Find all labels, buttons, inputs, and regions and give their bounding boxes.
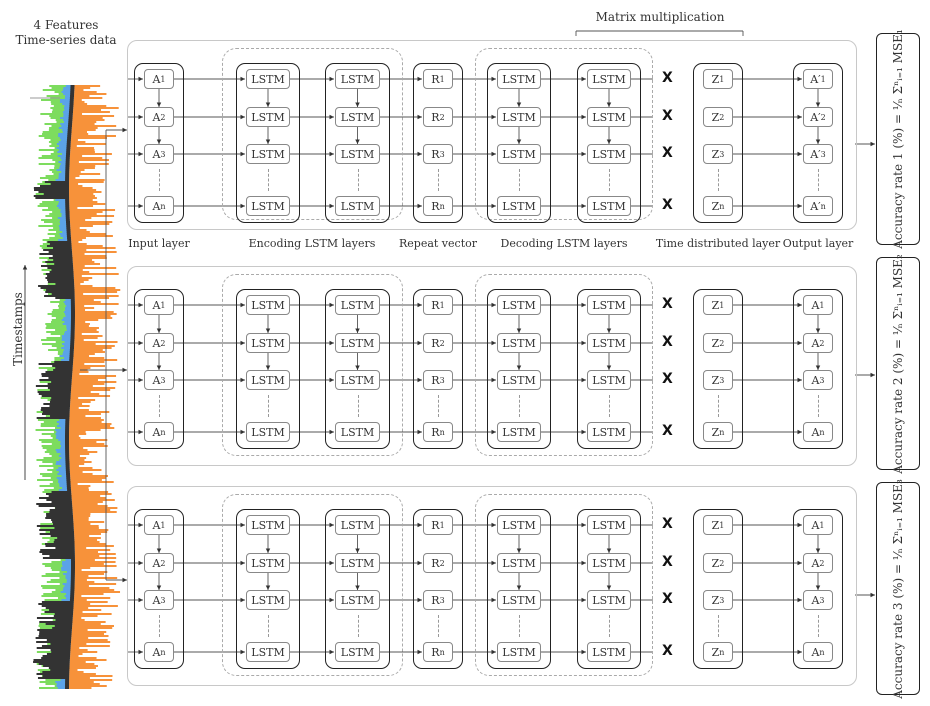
node-subscript: n <box>819 647 825 657</box>
node-label: Z <box>711 72 720 86</box>
multiply-x-icon: X <box>662 145 673 161</box>
node-label: R <box>431 298 440 312</box>
node-subscript: 3 <box>819 595 825 605</box>
node-subscript: 3 <box>439 375 445 385</box>
accuracy-formula: Accuracy rate 1 (%) = ¹⁄ₙ Σⁿᵢ₌₁ MSE₁ <box>891 29 905 249</box>
node-label: LSTM <box>502 199 536 213</box>
node-label: R <box>431 593 440 607</box>
node-label: R <box>431 147 440 161</box>
node-label: A′ <box>810 72 821 86</box>
node-label: LSTM <box>340 147 375 161</box>
decoder-lstm-2 <box>587 196 631 216</box>
timestamps-label: Timestamps <box>11 292 25 366</box>
node-subscript: 3 <box>719 375 725 385</box>
node-subscript: n <box>719 647 725 657</box>
node-label: A <box>152 199 161 213</box>
input-node <box>144 295 174 315</box>
accuracy-box-2 <box>876 253 920 474</box>
decoder-lstm-2 <box>587 553 631 573</box>
node-label: LSTM <box>502 593 536 607</box>
node-subscript: 1 <box>819 520 825 530</box>
node-label: LSTM <box>592 336 626 350</box>
repeat-node <box>423 553 453 573</box>
node-label: R <box>431 373 440 387</box>
node-label: A <box>152 298 161 312</box>
node-label: Z <box>711 199 720 213</box>
node-subscript: 2 <box>160 338 166 348</box>
node-subscript: 3 <box>160 149 166 159</box>
layer-label: Time distributed layer <box>655 237 781 250</box>
node-label: Z <box>711 593 720 607</box>
repeat-node <box>423 422 453 442</box>
encoder-lstm-1 <box>246 370 290 390</box>
node-label: A <box>811 425 820 439</box>
node-label: R <box>431 336 440 350</box>
node-label: LSTM <box>592 425 626 439</box>
node-label: LSTM <box>340 72 375 86</box>
encoder-lstm-1 <box>246 107 290 127</box>
node-label: Z <box>711 518 720 532</box>
time-distributed-node <box>703 370 733 390</box>
output-node <box>803 333 833 353</box>
repeat-node <box>423 144 453 164</box>
input-node <box>144 642 174 662</box>
node-subscript: 1 <box>439 74 445 84</box>
encoder-lstm-1 <box>246 144 290 164</box>
layer-label: Encoding LSTM layers <box>248 237 376 250</box>
decoder-lstm-1 <box>497 515 541 535</box>
output-node <box>803 144 833 164</box>
multiply-x-icon: X <box>662 197 673 213</box>
decoder-lstm-1 <box>497 642 541 662</box>
node-subscript: 2 <box>439 338 445 348</box>
node-label: A <box>811 593 820 607</box>
node-subscript: 3 <box>439 595 445 605</box>
repeat-node <box>423 370 453 390</box>
time-distributed-node <box>703 422 733 442</box>
node-subscript: n <box>160 427 166 437</box>
output-node <box>803 515 833 535</box>
node-subscript: 3 <box>439 149 445 159</box>
node-subscript: 2 <box>719 338 725 348</box>
input-node <box>144 422 174 442</box>
multiply-x-icon: X <box>662 70 673 86</box>
node-label: LSTM <box>592 147 626 161</box>
node-label: LSTM <box>251 298 285 312</box>
node-label: LSTM <box>502 425 536 439</box>
repeat-node <box>423 333 453 353</box>
node-label: LSTM <box>502 72 536 86</box>
node-subscript: 1 <box>719 74 725 84</box>
node-label: LSTM <box>502 298 536 312</box>
decoder-lstm-1 <box>497 553 541 573</box>
node-subscript: 3 <box>820 149 826 159</box>
node-label: R <box>431 72 440 86</box>
node-label: LSTM <box>251 147 285 161</box>
output-node <box>803 642 833 662</box>
ellipsis-dots <box>609 615 610 637</box>
node-label: LSTM <box>502 518 536 532</box>
ellipsis-dots <box>358 169 359 191</box>
repeat-node <box>423 515 453 535</box>
node-label: A <box>811 336 820 350</box>
node-label: Z <box>711 298 720 312</box>
encoder-lstm-1 <box>246 422 290 442</box>
node-subscript: 1 <box>819 300 825 310</box>
accuracy-formula: Accuracy rate 3 (%) = ¹⁄ₙ Σⁿᵢ₌₁ MSE₃ <box>891 478 905 699</box>
decoder-lstm-2 <box>587 642 631 662</box>
multiply-x-icon: X <box>662 591 673 607</box>
ellipsis-dots <box>358 615 359 637</box>
encoder-lstm-2 <box>335 642 380 662</box>
encoder-lstm-2 <box>335 553 380 573</box>
node-subscript: 2 <box>819 558 825 568</box>
encoder-lstm-1 <box>246 295 290 315</box>
node-label: A <box>152 593 161 607</box>
multiply-x-icon: X <box>662 423 673 439</box>
decoder-lstm-2 <box>587 107 631 127</box>
node-label: LSTM <box>592 556 626 570</box>
output-node <box>803 107 833 127</box>
node-label: R <box>431 645 440 659</box>
node-label: LSTM <box>340 336 375 350</box>
repeat-node <box>423 642 453 662</box>
ellipsis-dots <box>519 615 520 637</box>
encoder-lstm-1 <box>246 196 290 216</box>
output-node <box>803 370 833 390</box>
node-subscript: n <box>439 647 445 657</box>
node-label: A <box>811 556 820 570</box>
output-node <box>803 590 833 610</box>
time-distributed-node <box>703 553 733 573</box>
ellipsis-dots <box>438 615 439 637</box>
node-label: LSTM <box>340 110 375 124</box>
multiply-x-icon: X <box>662 371 673 387</box>
node-subscript: n <box>439 427 445 437</box>
node-label: Z <box>711 147 720 161</box>
node-label: R <box>431 556 440 570</box>
decoder-lstm-2 <box>587 422 631 442</box>
node-label: A <box>152 147 161 161</box>
decoder-lstm-1 <box>497 422 541 442</box>
node-label: LSTM <box>592 110 626 124</box>
node-subscript: 2 <box>819 338 825 348</box>
node-subscript: 2 <box>160 112 166 122</box>
node-label: Z <box>711 110 720 124</box>
decoder-lstm-1 <box>497 333 541 353</box>
node-label: LSTM <box>340 593 375 607</box>
layer-label: Decoding LSTM layers <box>500 237 628 250</box>
ellipsis-dots <box>268 169 269 191</box>
node-label: LSTM <box>502 336 536 350</box>
node-label: R <box>431 199 440 213</box>
decoder-lstm-1 <box>497 196 541 216</box>
node-label: A′ <box>810 110 821 124</box>
decoder-lstm-2 <box>587 370 631 390</box>
decoder-lstm-1 <box>497 295 541 315</box>
ellipsis-dots <box>609 395 610 417</box>
node-subscript: 1 <box>160 300 166 310</box>
node-label: LSTM <box>251 518 285 532</box>
ellipsis-dots <box>358 395 359 417</box>
node-subscript: 3 <box>160 595 166 605</box>
node-label: LSTM <box>592 298 626 312</box>
node-label: LSTM <box>592 373 626 387</box>
node-label: LSTM <box>340 556 375 570</box>
input-node <box>144 370 174 390</box>
time-distributed-node <box>703 196 733 216</box>
node-label: LSTM <box>251 72 285 86</box>
features-title-line1: 4 Features <box>33 18 99 32</box>
node-label: LSTM <box>592 518 626 532</box>
input-node <box>144 333 174 353</box>
features-title <box>6 18 126 48</box>
multiply-x-icon: X <box>662 108 673 124</box>
ellipsis-dots <box>718 395 719 417</box>
multiply-x-icon: X <box>662 296 673 312</box>
ellipsis-dots <box>818 615 819 637</box>
node-label: LSTM <box>251 199 285 213</box>
features-title-line2: Time-series data <box>15 33 117 47</box>
node-label: LSTM <box>251 336 285 350</box>
encoder-lstm-2 <box>335 422 380 442</box>
encoder-lstm-2 <box>335 515 380 535</box>
ellipsis-dots <box>519 169 520 191</box>
node-label: LSTM <box>502 556 536 570</box>
encoder-lstm-2 <box>335 107 380 127</box>
time-distributed-node <box>703 515 733 535</box>
repeat-node <box>423 107 453 127</box>
time-distributed-node <box>703 590 733 610</box>
node-subscript: 3 <box>719 595 725 605</box>
time-distributed-node <box>703 295 733 315</box>
decoder-lstm-2 <box>587 295 631 315</box>
node-subscript: 1 <box>160 74 166 84</box>
encoder-lstm-1 <box>246 515 290 535</box>
node-label: LSTM <box>340 373 375 387</box>
multiply-x-icon: X <box>662 516 673 532</box>
node-label: LSTM <box>502 373 536 387</box>
node-label: R <box>431 425 440 439</box>
node-label: A <box>811 518 820 532</box>
encoder-lstm-2 <box>335 196 380 216</box>
ellipsis-dots <box>818 169 819 191</box>
node-subscript: n <box>160 647 166 657</box>
node-subscript: 1 <box>820 74 826 84</box>
decoder-lstm-1 <box>497 69 541 89</box>
repeat-node <box>423 196 453 216</box>
repeat-node <box>423 69 453 89</box>
accuracy-box-3 <box>876 478 920 699</box>
ellipsis-dots <box>718 615 719 637</box>
decoder-lstm-2 <box>587 590 631 610</box>
node-label: A <box>152 373 161 387</box>
ellipsis-dots <box>519 395 520 417</box>
ellipsis-dots <box>438 395 439 417</box>
node-label: LSTM <box>592 199 626 213</box>
input-node <box>144 515 174 535</box>
encoder-lstm-1 <box>246 553 290 573</box>
ellipsis-dots <box>609 169 610 191</box>
node-label: Z <box>711 645 720 659</box>
node-label: A <box>152 72 161 86</box>
decoder-lstm-1 <box>497 144 541 164</box>
node-label: LSTM <box>251 645 285 659</box>
node-subscript: 3 <box>819 375 825 385</box>
repeat-node <box>423 295 453 315</box>
encoder-lstm-1 <box>246 590 290 610</box>
node-label: LSTM <box>502 147 536 161</box>
node-label: LSTM <box>340 199 375 213</box>
output-node <box>803 422 833 442</box>
node-label: A <box>152 645 161 659</box>
encoder-lstm-2 <box>335 333 380 353</box>
decoder-lstm-1 <box>497 590 541 610</box>
ellipsis-dots <box>159 169 160 191</box>
encoder-lstm-1 <box>246 69 290 89</box>
time-distributed-node <box>703 144 733 164</box>
node-subscript: n <box>719 201 725 211</box>
node-label: R <box>431 518 440 532</box>
encoder-lstm-2 <box>335 295 380 315</box>
accuracy-formula: Accuracy rate 2 (%) = ¹⁄ₙ Σⁿᵢ₌₁ MSE₂ <box>891 253 905 474</box>
node-label: A <box>152 518 161 532</box>
node-label: A <box>811 373 820 387</box>
node-subscript: 3 <box>719 149 725 159</box>
layer-label: Input layer <box>128 237 190 250</box>
input-node <box>144 196 174 216</box>
input-node <box>144 69 174 89</box>
ellipsis-dots <box>159 615 160 637</box>
time-distributed-node <box>703 642 733 662</box>
node-subscript: 1 <box>439 520 445 530</box>
node-label: LSTM <box>340 645 375 659</box>
node-label: LSTM <box>592 645 626 659</box>
output-node <box>803 196 833 216</box>
node-label: A′ <box>810 147 821 161</box>
node-label: LSTM <box>251 110 285 124</box>
node-label: LSTM <box>592 72 626 86</box>
node-label: LSTM <box>340 518 375 532</box>
node-label: A <box>152 425 161 439</box>
decoder-lstm-1 <box>497 107 541 127</box>
encoder-lstm-1 <box>246 333 290 353</box>
output-node <box>803 553 833 573</box>
node-subscript: n <box>719 427 725 437</box>
node-subscript: 2 <box>439 558 445 568</box>
input-node <box>144 590 174 610</box>
multiply-x-icon: X <box>662 554 673 570</box>
node-label: Z <box>711 336 720 350</box>
decoder-lstm-2 <box>587 69 631 89</box>
ellipsis-dots <box>268 615 269 637</box>
ellipsis-dots <box>818 395 819 417</box>
node-subscript: 1 <box>719 300 725 310</box>
input-node <box>144 144 174 164</box>
node-subscript: 2 <box>719 558 725 568</box>
ellipsis-dots <box>268 395 269 417</box>
node-label: Z <box>711 373 720 387</box>
node-label: LSTM <box>340 298 375 312</box>
accuracy-box-1 <box>876 29 920 249</box>
output-node <box>803 69 833 89</box>
encoder-lstm-2 <box>335 370 380 390</box>
output-node <box>803 295 833 315</box>
encoder-lstm-2 <box>335 590 380 610</box>
node-label: LSTM <box>251 593 285 607</box>
node-subscript: 1 <box>439 300 445 310</box>
node-label: A <box>811 298 820 312</box>
node-subscript: n <box>160 201 166 211</box>
node-subscript: 1 <box>160 520 166 530</box>
node-subscript: n <box>819 427 825 437</box>
decoder-lstm-2 <box>587 515 631 535</box>
encoder-lstm-2 <box>335 144 380 164</box>
node-label: LSTM <box>251 425 285 439</box>
node-label: R <box>431 110 440 124</box>
node-label: A <box>152 110 161 124</box>
ellipsis-dots <box>438 169 439 191</box>
multiply-x-icon: X <box>662 334 673 350</box>
multiply-x-icon: X <box>662 643 673 659</box>
node-label: LSTM <box>502 645 536 659</box>
time-distributed-node <box>703 333 733 353</box>
node-subscript: 1 <box>719 520 725 530</box>
node-label: Z <box>711 425 720 439</box>
decoder-lstm-2 <box>587 144 631 164</box>
node-label: A <box>152 336 161 350</box>
node-subscript: 2 <box>820 112 826 122</box>
encoder-lstm-1 <box>246 642 290 662</box>
decoder-lstm-2 <box>587 333 631 353</box>
time-distributed-node <box>703 107 733 127</box>
node-label: Z <box>711 556 720 570</box>
node-subscript: 3 <box>160 375 166 385</box>
node-subscript: n <box>820 201 826 211</box>
node-subscript: 2 <box>160 558 166 568</box>
node-label: LSTM <box>251 556 285 570</box>
ellipsis-dots <box>718 169 719 191</box>
encoder-lstm-2 <box>335 69 380 89</box>
decoder-lstm-1 <box>497 370 541 390</box>
node-label: LSTM <box>340 425 375 439</box>
node-subscript: n <box>439 201 445 211</box>
node-label: A′ <box>810 199 821 213</box>
node-label: LSTM <box>592 593 626 607</box>
time-distributed-node <box>703 69 733 89</box>
layer-label: Output layer <box>782 237 854 250</box>
ellipsis-dots <box>159 395 160 417</box>
node-label: A <box>811 645 820 659</box>
node-label: LSTM <box>251 373 285 387</box>
node-subscript: 2 <box>439 112 445 122</box>
node-label: A <box>152 556 161 570</box>
input-node <box>144 107 174 127</box>
repeat-node <box>423 590 453 610</box>
node-label: LSTM <box>502 110 536 124</box>
input-node <box>144 553 174 573</box>
matrix-multiplication-label: Matrix multiplication <box>595 10 725 24</box>
layer-label: Repeat vector <box>398 237 478 250</box>
node-subscript: 2 <box>719 112 725 122</box>
